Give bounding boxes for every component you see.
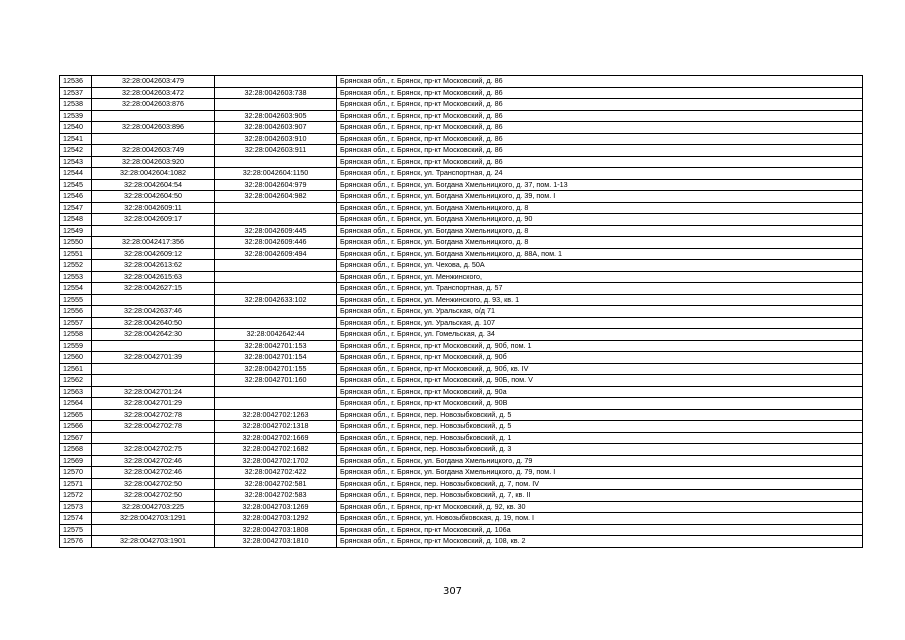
address-cell: Брянская обл., г. Брянск, ул. Богдана Хмельницкого, д. 90 [337,214,863,226]
address-cell: Брянская обл., г. Брянск, пр-кт Московский, д. 90б [337,352,863,364]
row-number-cell: 12573 [60,501,92,513]
table-row [60,87,863,99]
related-cadastral-number-cell: 32:28:0042702:1682 [215,444,337,456]
table-row [60,478,863,490]
related-cadastral-number-cell [215,317,337,329]
address-cell: Брянская обл., г. Брянск, ул. Богдана Хмельницкого, д. 8 [337,225,863,237]
table-row [60,386,863,398]
related-cadastral-number-cell [215,76,337,88]
row-number-cell: 12563 [60,386,92,398]
address-cell: Брянская обл., г. Брянск, ул. Богдана Хмельницкого, д. 37, пом. 1-13 [337,179,863,191]
table-row [60,283,863,295]
row-number-cell: 12557 [60,317,92,329]
table-row [60,409,863,421]
address-cell: Брянская обл., г. Брянск, ул. Гомельская, д. 34 [337,329,863,341]
table-row [60,225,863,237]
related-cadastral-number-cell [215,386,337,398]
cadastral-number-cell: 32:28:0042609:12 [92,248,215,260]
row-number-cell: 12576 [60,536,92,548]
cadastral-number-cell: 32:28:0042702:46 [92,455,215,467]
related-cadastral-number-cell [215,271,337,283]
row-number-cell: 12537 [60,87,92,99]
address-cell: Брянская обл., г. Брянск, пр-кт Московский, д. 92, кв. 30 [337,501,863,513]
related-cadastral-number-cell: 32:28:0042701:154 [215,352,337,364]
cadastral-number-cell: 32:28:0042703:1291 [92,513,215,525]
row-number-cell: 12574 [60,513,92,525]
address-cell: Брянская обл., г. Брянск, ул. Менжинского, [337,271,863,283]
related-cadastral-number-cell: 32:28:0042633:102 [215,294,337,306]
address-cell: Брянская обл., г. Брянск, пр-кт Московский, д. 90б, кв. IV [337,363,863,375]
related-cadastral-number-cell: 32:28:0042702:581 [215,478,337,490]
row-number-cell: 12571 [60,478,92,490]
address-cell: Брянская обл., г. Брянск, ул. Уральская, о/д 71 [337,306,863,318]
row-number-cell: 12560 [60,352,92,364]
cadastral-number-cell: 32:28:0042603:876 [92,99,215,111]
table-row [60,145,863,157]
address-cell: Брянская обл., г. Брянск, пр-кт Московский, д. 90Б, пом. V [337,375,863,387]
address-cell: Брянская обл., г. Брянск, пр-кт Московский, д. 90б, пом. 1 [337,340,863,352]
table-row [60,248,863,260]
related-cadastral-number-cell: 32:28:0042609:494 [215,248,337,260]
cadastral-number-cell [92,294,215,306]
row-number-cell: 12556 [60,306,92,318]
cadastral-number-cell: 32:28:0042702:46 [92,467,215,479]
cadastral-number-cell: 32:28:0042702:78 [92,421,215,433]
row-number-cell: 12552 [60,260,92,272]
table-row [60,363,863,375]
related-cadastral-number-cell: 32:28:0042609:445 [215,225,337,237]
row-number-cell: 12545 [60,179,92,191]
related-cadastral-number-cell [215,283,337,295]
cadastral-number-cell [92,340,215,352]
cadastral-number-cell: 32:28:0042603:896 [92,122,215,134]
related-cadastral-number-cell [215,260,337,272]
row-number-cell: 12542 [60,145,92,157]
related-cadastral-number-cell [215,214,337,226]
related-cadastral-number-cell: 32:28:0042701:153 [215,340,337,352]
row-number-cell: 12558 [60,329,92,341]
table-row [60,317,863,329]
table-row [60,455,863,467]
row-number-cell: 12568 [60,444,92,456]
related-cadastral-number-cell [215,99,337,111]
row-number-cell: 12559 [60,340,92,352]
address-cell: Брянская обл., г. Брянск, ул. Богдана Хмельницкого, д. 8 [337,202,863,214]
related-cadastral-number-cell: 32:28:0042702:583 [215,490,337,502]
cadastral-number-cell [92,524,215,536]
cadastral-number-cell: 32:28:0042604:1082 [92,168,215,180]
related-cadastral-number-cell: 32:28:0042701:155 [215,363,337,375]
cadastral-number-cell: 32:28:0042701:39 [92,352,215,364]
table-row [60,375,863,387]
row-number-cell: 12543 [60,156,92,168]
row-number-cell: 12569 [60,455,92,467]
address-cell: Брянская обл., г. Брянск, ул. Богдана Хмельницкого, д. 39, пом. I [337,191,863,203]
table-row [60,444,863,456]
address-cell: Брянская обл., г. Брянск, пер. Новозыбковский, д. 7, кв. II [337,490,863,502]
cadastral-number-cell: 32:28:0042701:29 [92,398,215,410]
row-number-cell: 12546 [60,191,92,203]
cadastral-number-cell: 32:28:0042701:24 [92,386,215,398]
address-cell: Брянская обл., г. Брянск, ул. Богдана Хмельницкого, д. 79 [337,455,863,467]
cadastral-number-cell: 32:28:0042609:17 [92,214,215,226]
related-cadastral-number-cell: 32:28:0042609:446 [215,237,337,249]
cadastral-number-cell [92,363,215,375]
table-row [60,168,863,180]
related-cadastral-number-cell: 32:28:0042603:910 [215,133,337,145]
address-cell: Брянская обл., г. Брянск, пр-кт Московский, д. 106а [337,524,863,536]
row-number-cell: 12539 [60,110,92,122]
address-cell: Брянская обл., г. Брянск, пр-кт Московский, д. 90В [337,398,863,410]
related-cadastral-number-cell: 32:28:0042604:979 [215,179,337,191]
row-number-cell: 12538 [60,99,92,111]
cadastral-number-cell: 32:28:0042702:75 [92,444,215,456]
table-row [60,237,863,249]
row-number-cell: 12554 [60,283,92,295]
row-number-cell: 12575 [60,524,92,536]
table-row [60,202,863,214]
row-number-cell: 12553 [60,271,92,283]
address-cell: Брянская обл., г. Брянск, ул. Транспортная, д. 24 [337,168,863,180]
address-cell: Брянская обл., г. Брянск, пер. Новозыбковский, д. 3 [337,444,863,456]
table-row [60,398,863,410]
address-cell: Брянская обл., г. Брянск, пер. Новозыбковский, д. 5 [337,409,863,421]
related-cadastral-number-cell: 32:28:0042702:422 [215,467,337,479]
cadastral-number-cell: 32:28:0042609:11 [92,202,215,214]
address-cell: Брянская обл., г. Брянск, ул. Чехова, д. 50А [337,260,863,272]
cadastral-number-cell: 32:28:0042603:920 [92,156,215,168]
address-cell: Брянская обл., г. Брянск, пер. Новозыбковский, д. 1 [337,432,863,444]
address-cell: Брянская обл., г. Брянск, пр-кт Московский, д. 86 [337,133,863,145]
related-cadastral-number-cell: 32:28:0042603:738 [215,87,337,99]
address-cell: Брянская обл., г. Брянск, ул. Богдана Хмельницкого, д. 88А, пом. 1 [337,248,863,260]
table-row [60,306,863,318]
registry-table-body [60,76,863,548]
table-row [60,191,863,203]
related-cadastral-number-cell [215,202,337,214]
row-number-cell: 12547 [60,202,92,214]
table-row [60,214,863,226]
cadastral-number-cell: 32:28:0042603:479 [92,76,215,88]
address-cell: Брянская обл., г. Брянск, ул. Богдана Хмельницкого, д. 8 [337,237,863,249]
table-row [60,352,863,364]
cadastral-number-cell: 32:28:0042703:225 [92,501,215,513]
cadastral-number-cell: 32:28:0042640:50 [92,317,215,329]
related-cadastral-number-cell: 32:28:0042703:1292 [215,513,337,525]
address-cell: Брянская обл., г. Брянск, пр-кт Московский, д. 86 [337,87,863,99]
related-cadastral-number-cell [215,156,337,168]
cadastral-number-cell: 32:28:0042702:78 [92,409,215,421]
row-number-cell: 12562 [60,375,92,387]
related-cadastral-number-cell: 32:28:0042604:1150 [215,168,337,180]
table-row [60,524,863,536]
table-row [60,536,863,548]
related-cadastral-number-cell: 32:28:0042703:1810 [215,536,337,548]
row-number-cell: 12561 [60,363,92,375]
cadastral-number-cell [92,432,215,444]
row-number-cell: 12549 [60,225,92,237]
address-cell: Брянская обл., г. Брянск, пр-кт Московский, д. 108, кв. 2 [337,536,863,548]
address-cell: Брянская обл., г. Брянск, пр-кт Московский, д. 86 [337,99,863,111]
cadastral-number-cell: 32:28:0042702:50 [92,490,215,502]
cadastral-number-cell: 32:28:0042615:63 [92,271,215,283]
related-cadastral-number-cell: 32:28:0042702:1669 [215,432,337,444]
cadastral-number-cell: 32:28:0042603:749 [92,145,215,157]
table-row [60,99,863,111]
table-row [60,432,863,444]
row-number-cell: 12548 [60,214,92,226]
address-cell: Брянская обл., г. Брянск, ул. Транспортная, д. 57 [337,283,863,295]
page-number: 307 [442,586,463,597]
row-number-cell: 12566 [60,421,92,433]
row-number-cell: 12541 [60,133,92,145]
row-number-cell: 12550 [60,237,92,249]
cadastral-number-cell [92,133,215,145]
table-row [60,490,863,502]
related-cadastral-number-cell: 32:28:0042642:44 [215,329,337,341]
table-row [60,179,863,191]
cadastral-number-cell: 32:28:0042627:15 [92,283,215,295]
related-cadastral-number-cell: 32:28:0042701:160 [215,375,337,387]
related-cadastral-number-cell: 32:28:0042603:907 [215,122,337,134]
related-cadastral-number-cell [215,398,337,410]
cadastral-number-cell: 32:28:0042642:30 [92,329,215,341]
table-row [60,329,863,341]
address-cell: Брянская обл., г. Брянск, пр-кт Московский, д. 86 [337,110,863,122]
table-row [60,260,863,272]
related-cadastral-number-cell: 32:28:0042703:1269 [215,501,337,513]
cadastral-number-cell: 32:28:0042703:1901 [92,536,215,548]
address-cell: Брянская обл., г. Брянск, пер. Новозыбковский, д. 5 [337,421,863,433]
cadastral-number-cell: 32:28:0042604:54 [92,179,215,191]
related-cadastral-number-cell: 32:28:0042702:1702 [215,455,337,467]
table-row [60,76,863,88]
registry-table [59,75,863,548]
cadastral-number-cell [92,110,215,122]
cadastral-number-cell: 32:28:0042604:50 [92,191,215,203]
table-row [60,110,863,122]
related-cadastral-number-cell: 32:28:0042702:1263 [215,409,337,421]
row-number-cell: 12551 [60,248,92,260]
row-number-cell: 12567 [60,432,92,444]
cadastral-number-cell: 32:28:0042417:356 [92,237,215,249]
table-row [60,156,863,168]
address-cell: Брянская обл., г. Брянск, пр-кт Московский, д. 90а [337,386,863,398]
row-number-cell: 12544 [60,168,92,180]
related-cadastral-number-cell: 32:28:0042604:982 [215,191,337,203]
address-cell: Брянская обл., г. Брянск, ул. Менжинского, д. 93, кв. 1 [337,294,863,306]
cadastral-number-cell: 32:28:0042702:50 [92,478,215,490]
related-cadastral-number-cell: 32:28:0042603:905 [215,110,337,122]
row-number-cell: 12565 [60,409,92,421]
table-row [60,340,863,352]
address-cell: Брянская обл., г. Брянск, пр-кт Московский, д. 86 [337,122,863,134]
table-row [60,122,863,134]
table-row [60,133,863,145]
table-row [60,421,863,433]
row-number-cell: 12564 [60,398,92,410]
address-cell: Брянская обл., г. Брянск, пр-кт Московский, д. 86 [337,76,863,88]
address-cell: Брянская обл., г. Брянск, ул. Уральская, д. 107 [337,317,863,329]
row-number-cell: 12570 [60,467,92,479]
table-row [60,271,863,283]
table-row [60,513,863,525]
table-row [60,467,863,479]
cadastral-number-cell: 32:28:0042613:62 [92,260,215,272]
row-number-cell: 12536 [60,76,92,88]
address-cell: Брянская обл., г. Брянск, пр-кт Московский, д. 86 [337,145,863,157]
table-row [60,294,863,306]
cadastral-number-cell: 32:28:0042637:46 [92,306,215,318]
related-cadastral-number-cell: 32:28:0042603:911 [215,145,337,157]
address-cell: Брянская обл., г. Брянск, ул. Новозыбковская, д. 19, пом. I [337,513,863,525]
row-number-cell: 12540 [60,122,92,134]
related-cadastral-number-cell: 32:28:0042702:1318 [215,421,337,433]
table-row [60,501,863,513]
related-cadastral-number-cell [215,306,337,318]
row-number-cell: 12572 [60,490,92,502]
row-number-cell: 12555 [60,294,92,306]
address-cell: Брянская обл., г. Брянск, пр-кт Московский, д. 86 [337,156,863,168]
related-cadastral-number-cell: 32:28:0042703:1808 [215,524,337,536]
cadastral-number-cell [92,375,215,387]
address-cell: Брянская обл., г. Брянск, пер. Новозыбковский, д. 7, пом. IV [337,478,863,490]
address-cell: Брянская обл., г. Брянск, ул. Богдана Хмельницкого, д. 79, пом. I [337,467,863,479]
cadastral-number-cell [92,225,215,237]
cadastral-number-cell: 32:28:0042603:472 [92,87,215,99]
